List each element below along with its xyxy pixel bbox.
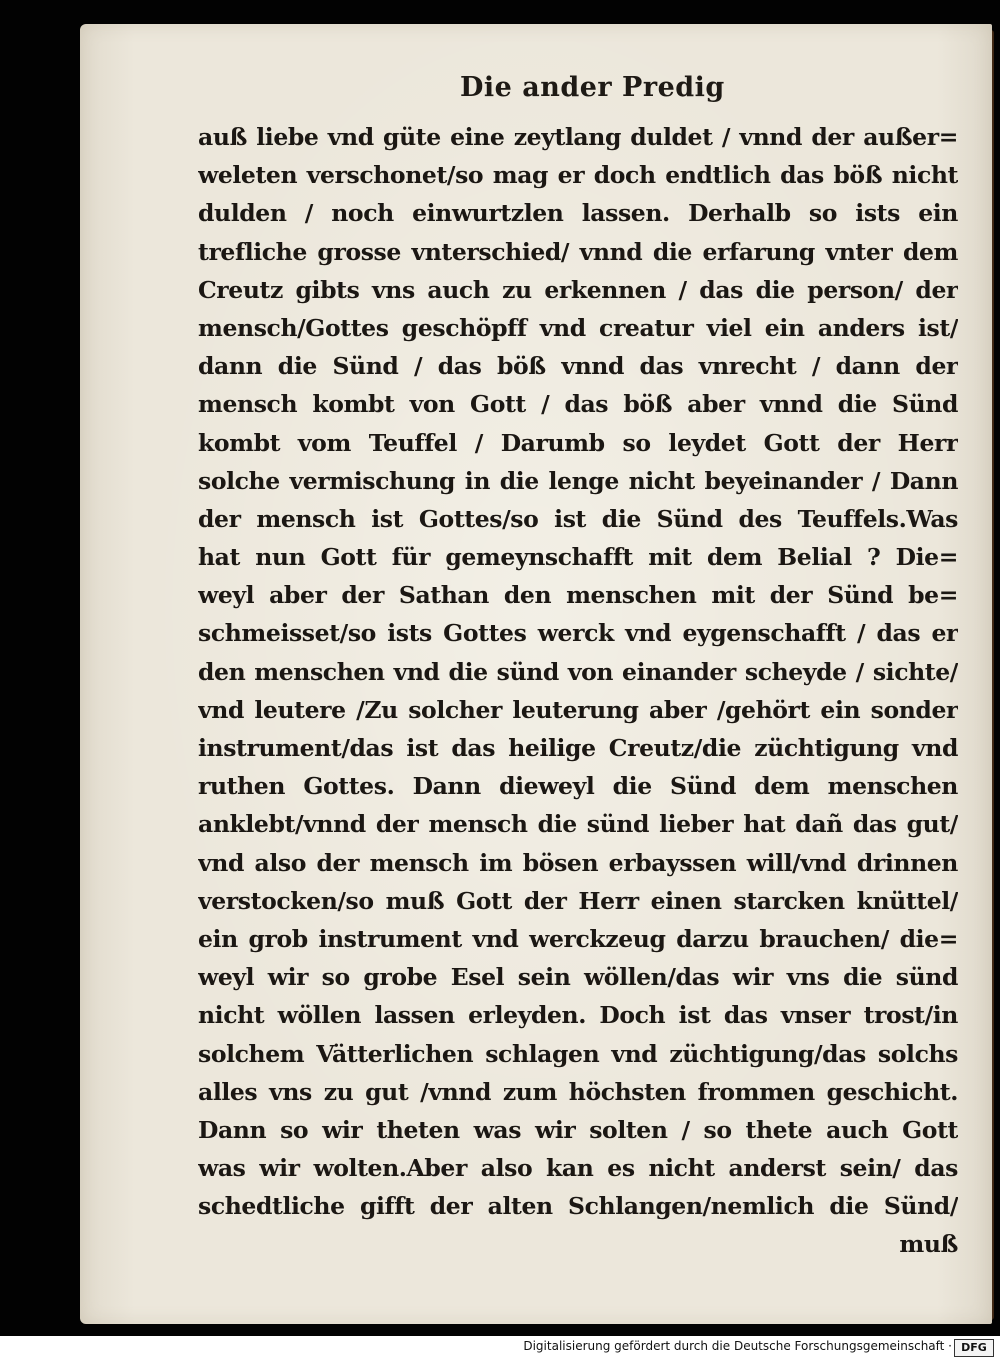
- text-line: Dann so wir theten was wir solten / so thete auch Gott: [198, 1115, 958, 1144]
- text-line: vnd also der mensch im bösen erbayssen will/vnd drinnen: [198, 848, 958, 877]
- text-line: solche vermischung in die lenge nicht beyeinander / Dann: [198, 466, 958, 495]
- text-line: weyl aber der Sathan den menschen mit der Sünd be=: [198, 581, 958, 610]
- text-line: der mensch ist Gottes/so ist die Sünd des Teuffels.Was: [198, 504, 958, 533]
- text-line: trefliche grosse vnterschied/ vnnd die erfarung vnter dem: [198, 237, 958, 266]
- text-line: dann die Sünd / das böß vnnd das vnrecht / dann der: [198, 352, 958, 381]
- text-line: mensch kombt von Gott / das böß aber vnnd die Sünd: [198, 390, 958, 419]
- text-line: dulden / noch einwurtzlen lassen. Derhalb so ists ein: [198, 199, 958, 228]
- text-line: schedtliche gifft der alten Schlangen/nemlich die Sünd/: [198, 1192, 958, 1221]
- dfg-logo-icon: DFG: [954, 1339, 994, 1357]
- text-line: hat nun Gott für gemeynschafft mit dem Belial ? Die=: [198, 543, 958, 572]
- text-line: weyl wir so grobe Esel sein wöllen/das wir vns die sünd: [198, 963, 958, 992]
- text-line: muß: [899, 1230, 958, 1259]
- text-line: ein grob instrument vnd werckzeug darzu brauchen/ die=: [198, 924, 958, 953]
- text-line: mensch/Gottes geschöpff vnd creatur viel ein anders ist/: [198, 313, 958, 342]
- text-line: vnd leutere /Zu solcher leuterung aber /gehört ein sonder: [198, 695, 958, 724]
- text-line: nicht wöllen lassen erleyden. Doch ist das vnser trost/in: [198, 1001, 958, 1030]
- text-line: ruthen Gottes. Dann dieweyl die Sünd dem menschen: [198, 772, 958, 801]
- text-line: instrument/das ist das heilige Creutz/die züchtigung vnd: [198, 734, 958, 762]
- footer-bar: [0, 1336, 1000, 1359]
- running-head: Die ander Predig: [460, 72, 725, 103]
- text-line: kombt vom Teuffel / Darumb so leydet Gott der Herr: [198, 428, 958, 457]
- text-line: solchem Vätterlichen schlagen vnd züchtigung/das solchs: [198, 1039, 958, 1068]
- text-line: weleten verschonet/so mag er doch endtlich das böß nicht: [198, 161, 958, 190]
- digitization-credit: Digitalisierung gefördert durch die Deutsche Forschungsgemeinschaft ·: [523, 1339, 952, 1353]
- text-line: den menschen vnd die sünd von einander scheyde / sichte/: [198, 657, 958, 686]
- text-line: auß liebe vnd güte eine zeytlang duldet / vnnd der außer=: [198, 123, 958, 151]
- text-line: schmeisset/so ists Gottes werck vnd eygenschafft / das er: [198, 619, 958, 648]
- text-line: anklebt/vnnd der mensch die sünd lieber hat dañ das gut/: [198, 810, 958, 839]
- body-text: [198, 118, 958, 1264]
- text-line: was wir wolten.Aber also kan es nicht anderst sein/ das: [198, 1154, 958, 1183]
- text-line: alles vns zu gut /vnnd zum höchsten frommen geschicht.: [198, 1077, 958, 1106]
- text-line: Creutz gibts vns auch zu erkennen / das die person/ der: [198, 275, 958, 304]
- text-line: verstocken/so muß Gott der Herr einen starcken knüttel/: [198, 886, 958, 915]
